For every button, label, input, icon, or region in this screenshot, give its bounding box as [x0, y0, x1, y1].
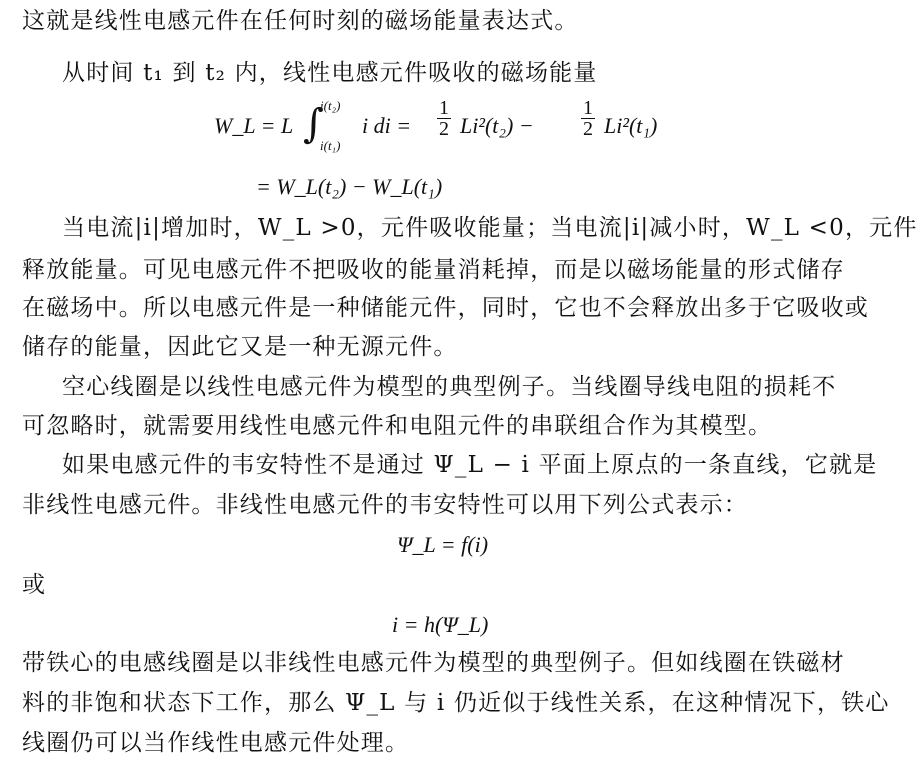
- paragraph-line: 空心线圈是以线性电感元件为模型的典型例子。当线圈导线电阻的损耗不: [62, 374, 837, 400]
- paragraph-line: 当电流|i|增加时，W_L >0，元件吸收能量；当电流|i|减小时，W_L <0，元件: [62, 215, 918, 241]
- integral-lower-limit: i(t₁): [320, 138, 341, 153]
- equation-nonlinear-flux: Ψ_L = f(i): [397, 532, 489, 557]
- fraction-numerator: 1: [439, 97, 449, 119]
- equation-nonlinear-current: i = h(Ψ_L): [392, 612, 489, 637]
- paragraph-line: 在磁场中。所以电感元件是一种储能元件，同时，它也不会释放出多于它吸收或: [22, 295, 869, 321]
- paragraph-line: 这就是线性电感元件在任何时刻的磁场能量表达式。: [22, 8, 579, 34]
- fraction-denominator: 2: [583, 118, 593, 140]
- fraction-half: [578, 98, 598, 139]
- fraction-half: [434, 98, 454, 139]
- equation-lhs: W_L = L: [214, 113, 294, 138]
- paragraph-line: 可忽略时，就需要用线性电感元件和电阻元件的串联组合作为其模型。: [22, 413, 773, 439]
- paragraph-line: 或: [22, 572, 47, 598]
- integral-sign: ∫: [303, 101, 324, 147]
- equation-term-2: Li²(t₁): [604, 113, 658, 138]
- integral-upper-limit: i(t₂): [320, 98, 341, 113]
- paragraph-line: 储存的能量，因此它又是一种无源元件。: [22, 334, 458, 360]
- equation-term-1: Li²(t₂) −: [460, 113, 534, 138]
- paragraph-line: 带铁心的电感线圈是以非线性电感元件为模型的典型例子。但如线圈在铁磁材: [22, 650, 845, 676]
- equation-integrand: i di =: [362, 113, 412, 138]
- fraction-numerator: 1: [583, 97, 593, 119]
- paragraph-line: 料的非饱和状态下工作，那么 Ψ_L 与 i 仍近似于线性关系，在这种情况下，铁心: [22, 690, 890, 716]
- paragraph-line: 线圈仍可以当作线性电感元件处理。: [22, 730, 410, 756]
- paragraph-line: 如果电感元件的韦安特性不是通过 Ψ_L − i 平面上原点的一条直线，它就是: [62, 452, 878, 478]
- paragraph-line: 从时间 t₁ 到 t₂ 内，线性电感元件吸收的磁场能量: [62, 60, 598, 86]
- paragraph-line: 非线性电感元件。非线性电感元件的韦安特性可以用下列公式表示：: [22, 492, 748, 518]
- paragraph-line: 释放能量。可见电感元件不把吸收的能量消耗掉，而是以磁场能量的形式储存: [22, 257, 845, 283]
- equation-energy-difference: = W_L(t₂) − W_L(t₁): [256, 174, 443, 199]
- fraction-denominator: 2: [439, 118, 449, 140]
